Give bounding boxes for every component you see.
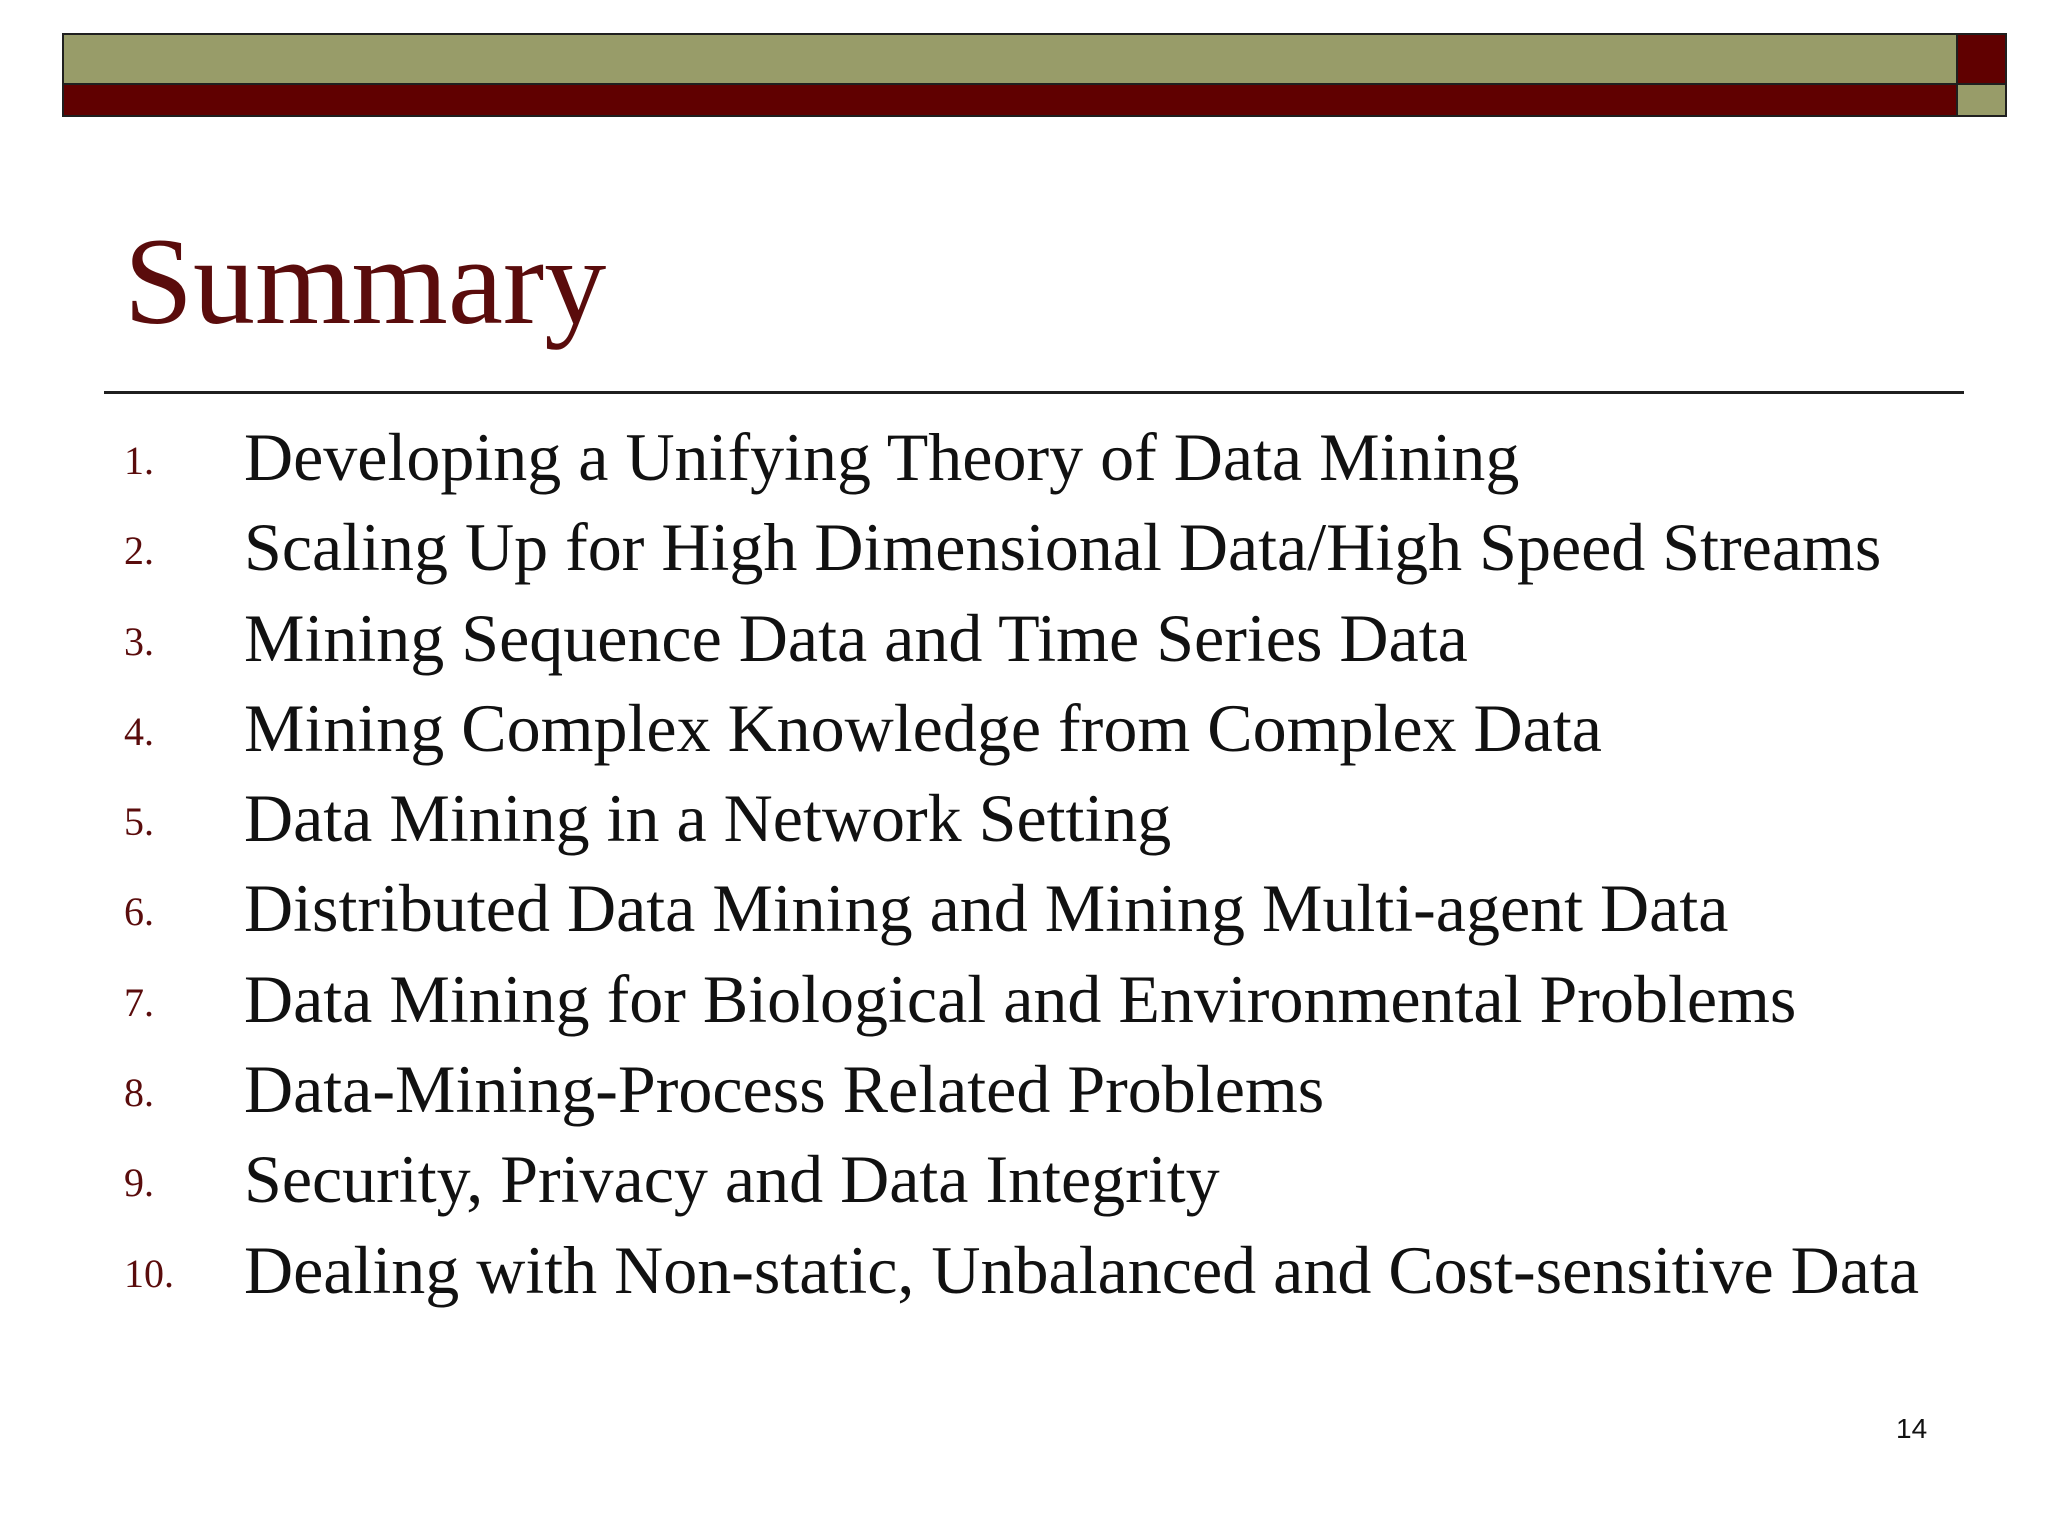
header-band xyxy=(62,33,2007,117)
list-item-number: 6. xyxy=(124,889,154,935)
list-item xyxy=(0,1043,2048,1133)
header-maroon-stripe xyxy=(62,83,1958,117)
list-item xyxy=(0,953,2048,1043)
list-item-text: Dealing with Non-static, Unbalanced and Cost-sensitive Data xyxy=(244,1231,1919,1308)
list-item xyxy=(0,1133,2048,1223)
list-item-number: 4. xyxy=(124,708,154,754)
title-divider xyxy=(104,391,1964,394)
list-item xyxy=(0,411,2048,501)
list-item xyxy=(0,682,2048,772)
list-item xyxy=(0,501,2048,591)
list-item-text: Distributed Data Mining and Mining Multi-agent Data xyxy=(244,870,1729,947)
list-item-number: 1. xyxy=(124,438,154,483)
slide-title: Summary xyxy=(124,213,607,350)
list-item xyxy=(0,592,2048,682)
list-item-text: Mining Complex Knowledge from Complex Data xyxy=(244,689,1602,766)
list-item-number: 9. xyxy=(124,1160,154,1206)
summary-list xyxy=(0,411,2048,1314)
header-corner-olive-block xyxy=(1956,83,2007,117)
list-item xyxy=(0,862,2048,952)
list-item-text: Mining Sequence Data and Time Series Data xyxy=(244,599,1468,676)
list-item-text: Data Mining in a Network Setting xyxy=(244,780,1172,857)
list-item-text: Security, Privacy and Data Integrity xyxy=(244,1141,1220,1218)
list-item xyxy=(0,1224,2048,1314)
list-item-number: 3. xyxy=(124,618,154,664)
list-item-text: Scaling Up for High Dimensional Data/High Speed Streams xyxy=(244,509,1882,586)
list-item-number: 2. xyxy=(124,528,154,574)
header-olive-stripe xyxy=(62,33,1958,85)
list-item-number: 5. xyxy=(124,799,154,845)
page-number: 14 xyxy=(1896,1413,1928,1444)
list-item-text: Developing a Unifying Theory of Data Mining xyxy=(244,419,1520,495)
list-item-text: Data-Mining-Process Related Problems xyxy=(244,1051,1325,1128)
list-item-number: 10. xyxy=(124,1250,174,1296)
list-item-text: Data Mining for Biological and Environmental Problems xyxy=(244,960,1797,1037)
header-corner-maroon-block xyxy=(1956,33,2007,85)
list-item xyxy=(0,772,2048,862)
list-item-number: 7. xyxy=(124,979,154,1025)
list-item-number: 8. xyxy=(124,1070,154,1116)
